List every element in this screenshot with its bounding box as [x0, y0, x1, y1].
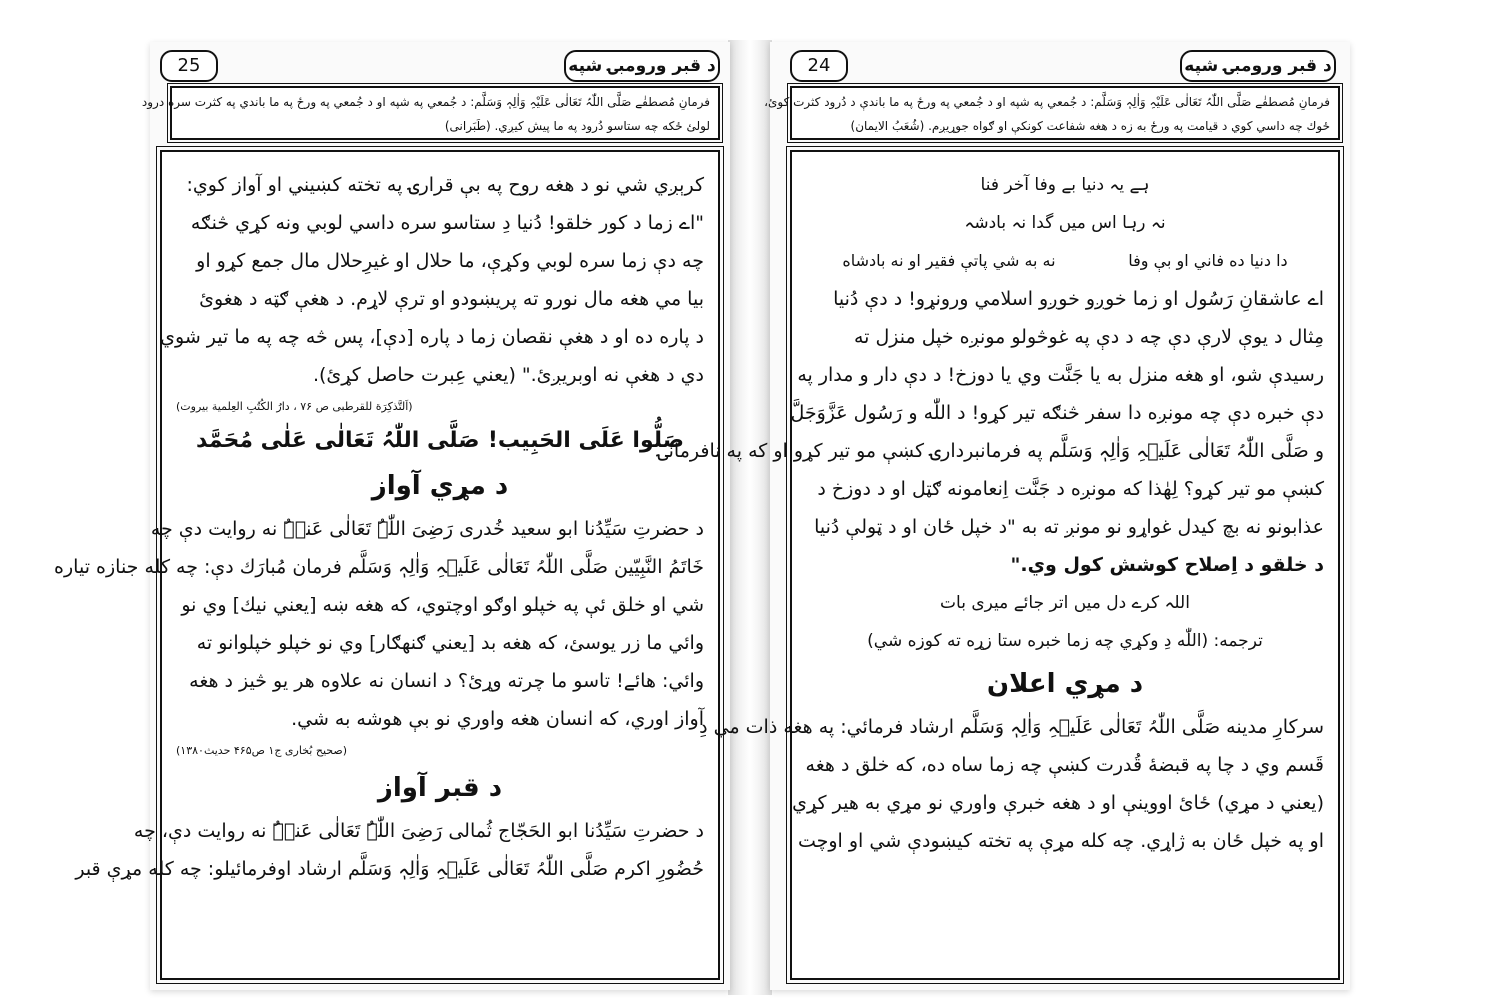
main-text-frame	[657, 150, 1340, 980]
text-line: عذابونو نه بچ کيدل غواړو نو مونږ ته به "د خپل ځان او د ټولې دُنيا	[814, 516, 1324, 538]
citation: (اَلتَّذکِرَة للقرطبی ص ۷۶ ، دارُ الکُتُبِ العِلمية بيروت)	[176, 400, 413, 413]
translation-line: ترجمه: (اللّٰه دِ وکړي چه زما خبره ستا زړه ته کوزه شي)	[867, 631, 1263, 651]
urdu-poem-line: ہے یہ دنیا بے وفا آخر فنا	[980, 175, 1150, 195]
text-line: دي د هغې نه اوبريږئ." (يعني عِبرت حاصل کړئ).	[312, 364, 704, 386]
book-spine	[728, 40, 772, 995]
left-page	[54, 42, 730, 990]
right-page	[657, 42, 1350, 990]
section-heading: د مړي آواز	[371, 471, 509, 501]
text-line: سرکارِ مدينه صَلَّی اللّٰہُ تَعَالٰی عَلَیۡہِ وَاٰلِہٖ وَسَلَّم ارشاد فرمائي: په هغه ذات مي دِ	[699, 716, 1324, 738]
text-line: د حضرتِ سَيِّدُنا ابو سعيد خُدری رَضِیَ اللّٰہُ تَعَالٰی عَنۡہُ نه روايت دې چه	[150, 518, 704, 540]
text-line: و صَلَّی اللّٰہُ تَعَالٰی عَلَیۡہِ وَاٰلِہٖ وَسَلَّم په فرمانبردارۍ کښې مو تير کړو او که په نافرمانۍ	[657, 440, 1324, 462]
text-line: د خلقو د اِصلاح کوشش کول وي."	[1010, 554, 1324, 576]
text-line: او په خپل ځان به ژاړي. چه کله مړې په تخته کيښودې شي او اوچت	[797, 830, 1324, 852]
hadith-header-box	[141, 86, 720, 140]
salawat-row	[176, 420, 704, 462]
citation: (صحيح بُخاری ج۱ ص۴۶۵ حديث۱۳۸۰)	[176, 744, 348, 757]
salawat-response: صَلَّی اللّٰہُ تَعَالٰی عَلٰی مُحَمَّد	[196, 428, 480, 453]
page-number: 25	[160, 50, 218, 82]
text-line: (يعني د مړي) ځائ اووينې او د هغه خبرې واوري نو مړي به هير کړي	[792, 792, 1324, 814]
hadith-line: فرمانِ مُصطفٰے صَلَّی اللّٰہُ تَعَالٰی عَلَیْہِ وَاٰلِہٖ وَسَلَّم: د جُمعي په شپه او د جُمعي په ورځ په ما باندي په کثرت سره درود	[141, 95, 710, 109]
text-line: "اے زما د کور خلقو! دُنيا دِ ستاسو سره داسي لوبي ونه کړي څنګه	[190, 212, 704, 234]
text-line: کښې مو تير کړو؟ لِهٰذا که مونږه د جَنَّت اِنعامونه ګټل او د دوزخ د	[817, 478, 1324, 500]
text-line: بيا مي هغه مال نورو ته پريښودو او ترې لاړم. د هغې ګټه د هغوئ	[199, 288, 704, 310]
text-line: شي او خلق ئې په خپلو اوګو اوچتوي، که هغه ښه [يعني نيك] وي نو	[181, 594, 704, 616]
hadith-line: فرمانِ مُصطفٰے صَلَّی اللّٰہُ تَعَالٰی عَلَیْہِ وَاٰلِہٖ وَسَلَّم: د جُمعي په شپه او د جُمعي په ورځ په ما باندې د دُرود کثرت کوئ،	[764, 95, 1330, 109]
section-heading: د قبر آواز	[377, 773, 503, 803]
text-line: حُضُورِ اکرم صَلَّی اللّٰہُ تَعَالٰی عَلَیۡہِ وَاٰلِہٖ وَسَلَّم ارشاد اوفرمائيلو: چه کله مړې قبر	[75, 858, 704, 880]
salawat-call: صَلُّوا عَلَی الحَبِيب!	[487, 428, 684, 453]
urdu-poem-line: نہ رہا اس میں گدا نہ بادشہ	[964, 213, 1166, 233]
running-title: د قبر ورومبۍ شپه	[1180, 50, 1336, 82]
text-line: د حضرتِ سَيِّدُنا ابو الحَجّاج ثُمالی رَضِیَ اللّٰہُ تَعَالٰی عَنۡہُ نه روايت دې، چه	[133, 820, 704, 842]
hadith-line: لولئ ځکه چه ستاسو دُرود په ما پيش کيږي. (طَبَرانی)	[444, 119, 710, 133]
section-heading: د مړي اعلان	[986, 669, 1144, 699]
text-line: قَسم وي د چا په قبضهٔ قُدرت کښې چه زما ساه ده، که خلق د هغه	[805, 754, 1324, 776]
text-line: کرېږي شي نو د هغه روح په بې قرارۍ په تخته کښيني او آواز کوي:	[186, 174, 704, 196]
poem-half: دا دنيا ده فاني او بې وفا	[1128, 251, 1288, 270]
text-line: مِثال د يوې لارې دې چه د دې په غوڅولو مونږه خپل منزل ته	[853, 326, 1324, 348]
text-line: اے عاشقانِ رَسُول او زما خوږو خوږو اسلامي ورونړو! د دې دُنيا	[833, 288, 1324, 310]
text-line: آواز اوري، که انسان هغه واوري نو بې هوشه به شي.	[291, 708, 704, 730]
text-line: رسيدې شو، او هغه منزل به يا جَنَّت وي يا دوزخ! د دې دار و مدار په	[797, 364, 1324, 386]
pashto-poem-row	[806, 242, 1324, 280]
text-line: وائي: هائے! تاسو ما چرته وړئ؟ د انسان نه علاوه هر يو څيز د هغه	[189, 670, 704, 692]
text-line: خَاتَمُ النَّبِيّين صَلَّی اللّٰہُ تَعَالٰی عَلَیۡہِ وَاٰلِہٖ وَسَلَّم فرمان مُبارَك دې: چه کله جنازه تياره	[54, 556, 704, 578]
page-number: 24	[790, 50, 848, 82]
poem-half: نه به شي پاتې فقير او نه بادشاه	[842, 251, 1056, 270]
urdu-couplet: اللہ کرے دل میں اتر جائے میری بات	[940, 593, 1190, 613]
text-line: د پاره ده او د هغې نقصان زما د پاره [دې]، پس څه چه په ما تير شوي	[160, 326, 704, 348]
hadith-header-box	[764, 86, 1340, 140]
text-line: چه دې زما سره لوبي وکړې، ما حلال او غيرِحلال مال جمع کړو او	[196, 250, 704, 272]
text-line: دې خبره دې چه مونږه دا سفر څنګه تير کړو! د اللّٰه و رَسُول عَزَّوَجَلَّ	[790, 402, 1324, 424]
main-text-frame	[54, 150, 720, 980]
hadith-line: ځوك چه داسي کوي د قيامت په ورځ به زه د هغه شفاعت کونکې او ګواه جوړيږم. (شُعَبُ الايمان)	[850, 119, 1330, 133]
running-title: د قبر ورومبۍ شپه	[564, 50, 720, 82]
text-line: وائي ما زر يوسئ، که هغه بد [يعني ګنهګار] وي نو خپلو خپلوانو ته	[196, 632, 704, 654]
